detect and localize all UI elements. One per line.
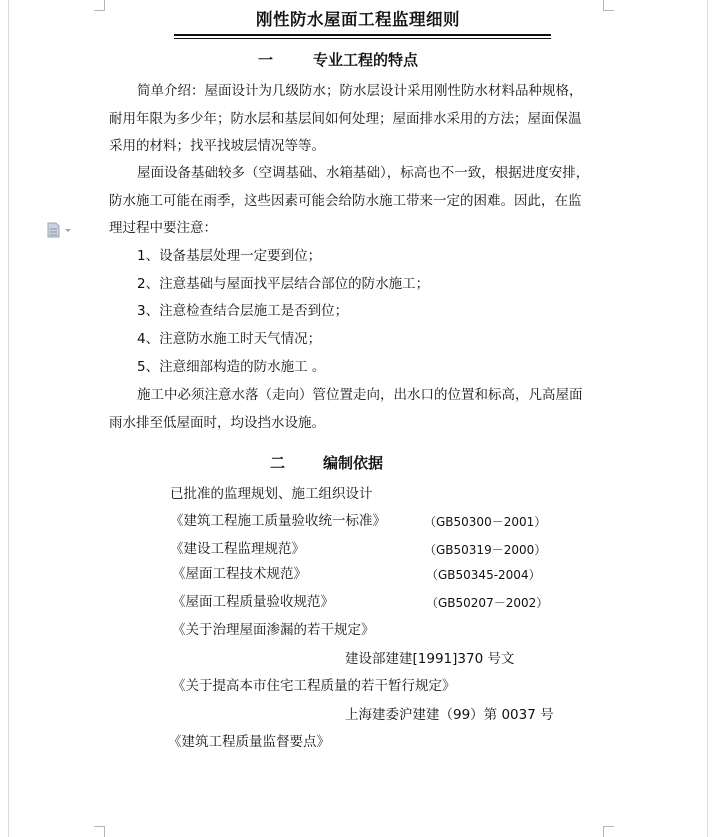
para1-line3: 采用的材料；找平找坡层情况等等。 — [109, 138, 325, 154]
standard-name: 《建筑工程施工质量验收统一标准》 — [170, 513, 386, 529]
para1-line1: 简单介绍：屋面设计为几级防水；防水层设计采用刚性防水材料品种规格， — [137, 83, 583, 99]
regulation3: 《建筑工程质量监督要点》 — [168, 734, 330, 750]
list-item: 5、注意细部构造的防水施工 。 — [137, 359, 326, 375]
section2-heading: 编制依据 — [323, 454, 384, 472]
section1-number: 一 — [258, 51, 274, 69]
standard-name: 《屋面工程质量验收规范》 — [172, 594, 334, 610]
para3-line1: 施工中必须注意水落（走向）管位置走向，出水口的位置和标高，凡高屋面 — [137, 387, 583, 403]
title-rule-thin — [174, 38, 551, 39]
page-border-left — [8, 0, 9, 837]
regulation1-issuer: 建设部建建[1991]370 号文 — [345, 651, 515, 667]
section1-heading: 专业工程的特点 — [313, 51, 419, 69]
margin-corner-bottom-right — [603, 826, 614, 837]
standard-code: （GB50207－2002） — [426, 596, 549, 610]
title-rule-thick — [174, 34, 551, 36]
basis-intro: 已批准的监理规划、施工组织设计 — [170, 486, 373, 502]
regulation2-issuer: 上海建委沪建建（99）第 0037 号 — [345, 707, 554, 723]
standard-code: （GB50300－2001） — [424, 515, 547, 529]
page-border-right — [707, 0, 708, 837]
para2-line1: 屋面设备基础较多（空调基础、水箱基础），标高也不一致，根据进度安排， — [137, 165, 590, 181]
list-item: 1、设备基层处理一定要到位； — [137, 248, 322, 264]
list-item: 4、注意防水施工时天气情况； — [137, 331, 322, 347]
para2-line3: 理过程中要注意： — [109, 220, 217, 236]
list-item: 2、注意基础与屋面找平层结合部位的防水施工； — [137, 276, 430, 292]
regulation1: 《关于治理屋面渗漏的若干规定》 — [172, 622, 375, 638]
standard-code: （GB50319－2000） — [424, 543, 547, 557]
para1-line2: 耐用年限为多少年；防水层和基层间如何处理；屋面排水采用的方法；屋面保温 — [109, 111, 582, 127]
standard-name: 《建设工程监理规范》 — [170, 541, 305, 557]
regulation2: 《关于提高本市住宅工程质量的若干暂行规定》 — [172, 678, 456, 694]
document-title: 刚性防水屋面工程监理细则 — [256, 10, 460, 29]
para2-line2: 防水施工可能在雨季，这些因素可能会给防水施工带来一定的困难。因此，在监 — [109, 193, 582, 209]
margin-corner-bottom-left — [94, 826, 105, 837]
list-item: 3、注意检查结合层施工是否到位； — [137, 303, 349, 319]
para3-line2: 雨水排至低屋面时，均设挡水设施。 — [109, 415, 325, 431]
standard-name: 《屋面工程技术规范》 — [172, 566, 307, 582]
section2-number: 二 — [270, 454, 286, 472]
standard-code: （GB50345-2004） — [426, 568, 541, 582]
document-icon[interactable] — [46, 222, 74, 238]
